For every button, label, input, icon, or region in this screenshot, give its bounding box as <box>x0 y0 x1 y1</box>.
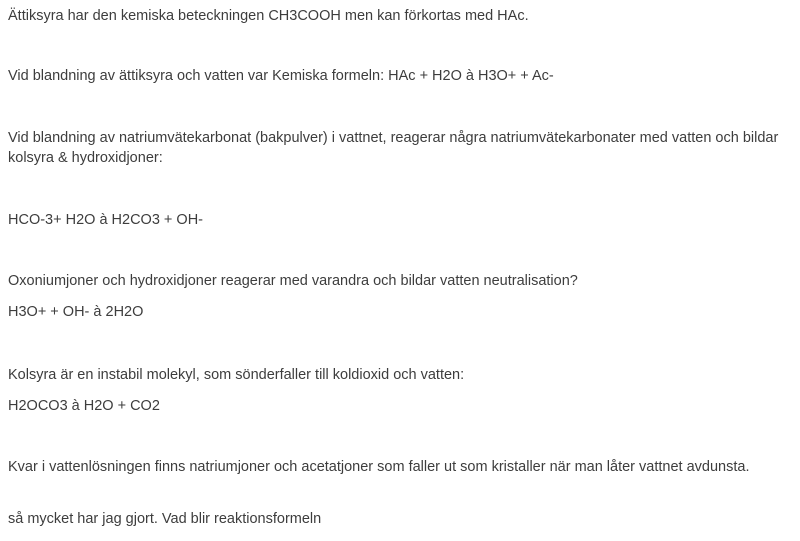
formula-bicarbonate: HCO-3+ H2O à H2CO3 + OH- <box>8 212 203 228</box>
paragraph-acetic-acid-water: Vid blandning av ättiksyra och vatten var Kemiska formeln: HAc + H2O à H3O+ + Ac- <box>8 68 554 84</box>
paragraph-carbonic-acid: Kolsyra är en instabil molekyl, som sönderfaller till koldioxid och vatten: <box>8 367 465 383</box>
paragraph-baking-soda: Vid blandning av natriumvätekarbonat (bakpulver) i vattnet, reagerar några natriumvätekarbonater med vatten och bildar kolsyra & hydroxidjoner: <box>8 130 779 166</box>
paragraph-sodium-acetate: Kvar i vattenlösningen finns natriumjoner och acetatjoner som faller ut som kristaller när man låter vattnet avdunsta. <box>8 459 750 475</box>
paragraph-neutralisation: Oxoniumjoner och hydroxidjoner reagerar med varandra och bildar vatten neutralisation? <box>8 273 578 289</box>
paragraph-question: så mycket har jag gjort. Vad blir reaktionsformeln <box>8 511 322 527</box>
formula-carbonic-acid: H2OCO3 à H2O + CO2 <box>8 398 160 414</box>
paragraph-acetic-acid-definition: Ättiksyra har den kemiska beteckningen CH3COOH men kan förkortas med HAc. <box>8 8 529 24</box>
formula-neutralisation: H3O+ + OH- à 2H2O <box>8 304 144 320</box>
